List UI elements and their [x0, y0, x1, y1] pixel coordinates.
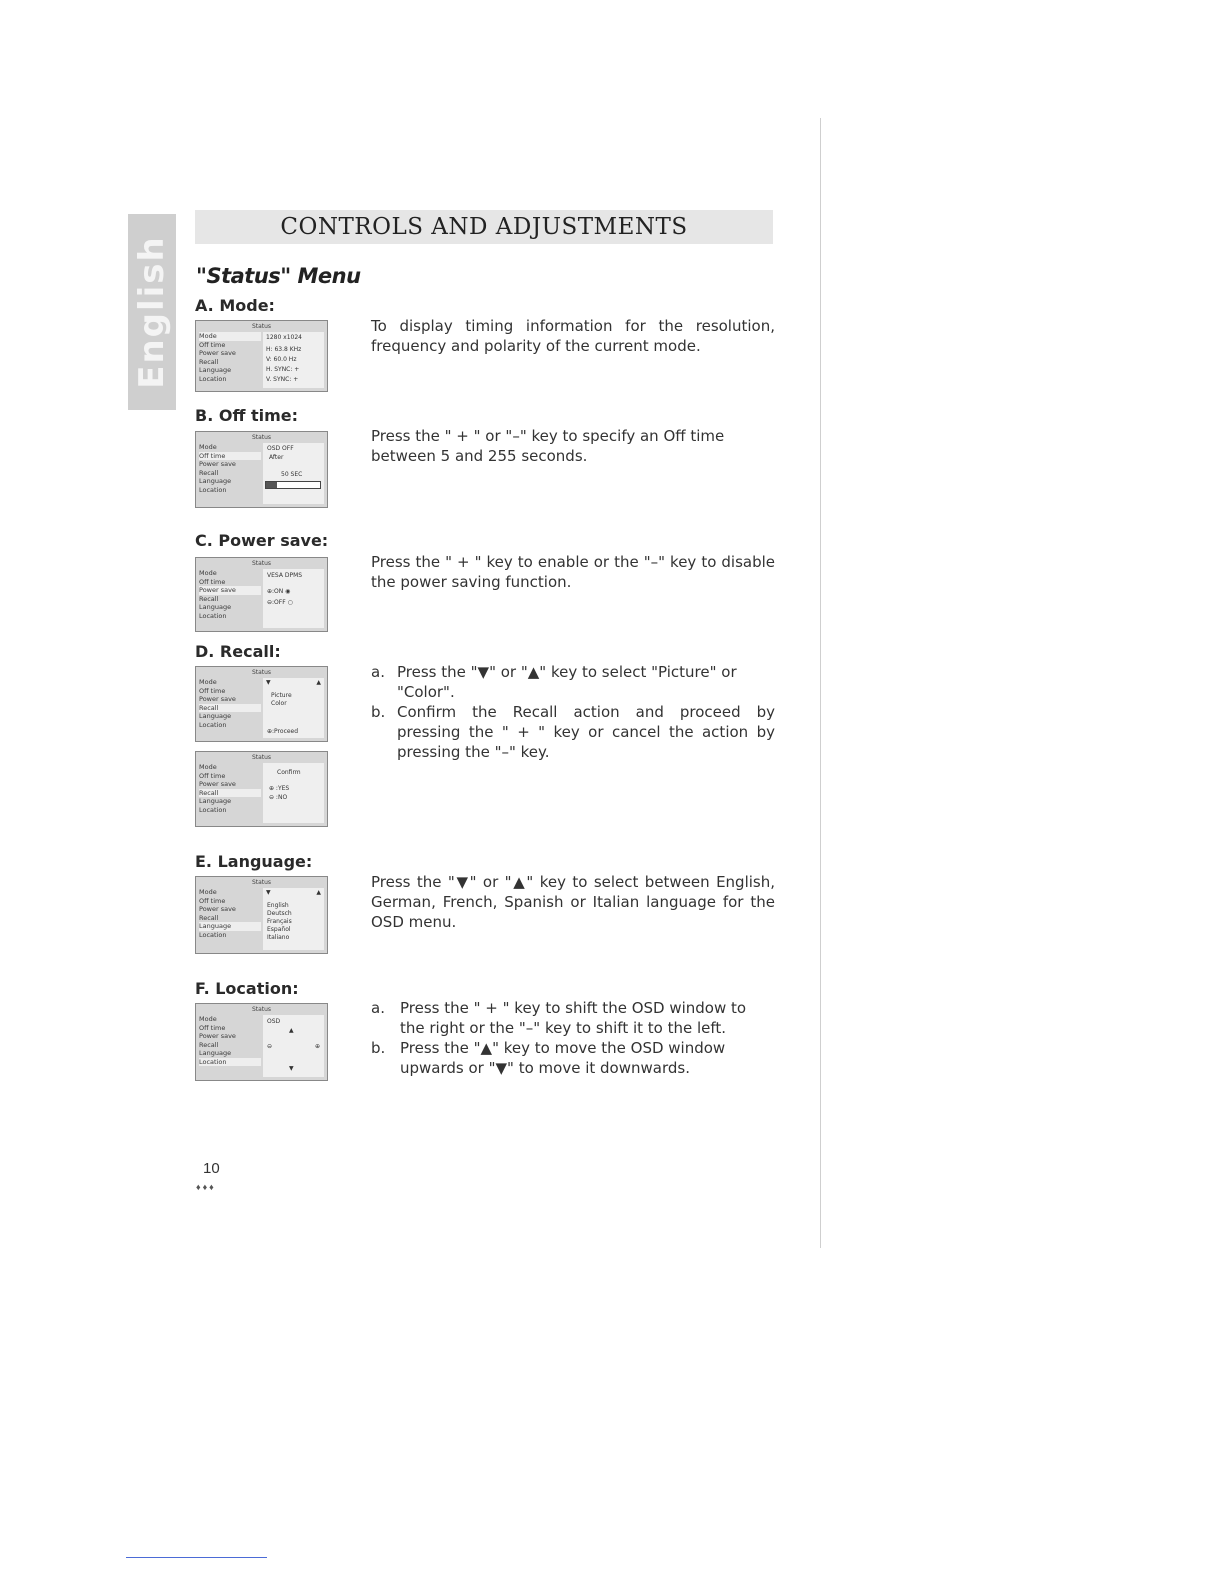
- osd-mode-panel: [263, 332, 324, 388]
- osd-menu-item: Language: [199, 477, 232, 485]
- osd-menu-item: Recall: [199, 468, 219, 477]
- osd-mode-vsync: V. SYNC: +: [266, 376, 299, 383]
- osd-title: Status: [251, 1006, 272, 1013]
- osd-menu-item: Power save: [199, 586, 261, 595]
- osd-menu-item: Off time: [199, 577, 226, 586]
- osd-recall-confirm-panel: [263, 763, 324, 823]
- osd-recall-confirm-no: ⊖ :NO: [269, 794, 288, 801]
- osd-recall-screenshot: [195, 666, 328, 742]
- osd-menu-item: Mode: [199, 443, 217, 451]
- page-header: [195, 210, 773, 244]
- osd-menu-item: Power save: [199, 460, 236, 468]
- location-step-a-marker: a.: [371, 999, 385, 1017]
- osd-menu-item: Mode: [199, 1015, 217, 1023]
- section-language-label: E. Language:: [195, 852, 313, 871]
- menu-title: "Status" Menu: [196, 264, 361, 288]
- osd-menu-list: [199, 888, 261, 939]
- osd-menu-item: Location: [199, 1058, 261, 1067]
- osd-recall-proceed: ⊕:Proceed: [267, 728, 299, 735]
- location-step-b: [371, 1038, 775, 1078]
- up-key-icon: ▲: [289, 1027, 294, 1034]
- osd-menu-item: Power save: [199, 905, 236, 913]
- up-key-icon: ▲: [316, 889, 321, 896]
- osd-power-save-off: ⊖:OFF ○: [267, 599, 293, 606]
- language-side-tab: [128, 214, 176, 410]
- osd-menu-item: Mode: [199, 332, 261, 341]
- osd-menu-item: Language: [199, 1049, 232, 1057]
- section-power-save-label: C. Power save:: [195, 531, 329, 550]
- osd-off-time-slider: [265, 481, 321, 489]
- osd-off-time-value: 50 SEC: [281, 471, 303, 478]
- recall-step-a: [371, 662, 775, 702]
- osd-recall-confirm-screenshot: [195, 751, 328, 827]
- osd-menu-item: Power save: [199, 695, 236, 703]
- osd-menu-item: Location: [199, 720, 227, 729]
- osd-menu-list: [199, 332, 261, 383]
- location-step-a: [371, 998, 775, 1038]
- osd-language-option: English: [267, 902, 289, 909]
- section-location-label: F. Location:: [195, 979, 299, 998]
- osd-menu-item: Language: [199, 603, 232, 611]
- osd-power-save-on: ⊕:ON ◉: [267, 588, 291, 595]
- osd-power-save-panel: [263, 569, 324, 628]
- osd-menu-item: Power save: [199, 1032, 236, 1040]
- footer-rule: [126, 1557, 267, 1558]
- section-off-time-text: Press the " + " or "–" key to specify an Off time between 5 and 255 seconds.: [371, 427, 725, 465]
- section-power-save-description: [371, 552, 775, 592]
- osd-off-time-slider-fill: [266, 482, 277, 488]
- osd-title: Status: [251, 434, 272, 441]
- page-divider-line: [820, 118, 821, 1248]
- section-mode-text: To display timing information for the resolution, frequency and polarity of the current mode.: [371, 317, 775, 355]
- recall-step-b: [371, 702, 775, 762]
- osd-language-panel: [263, 888, 324, 950]
- section-power-save-text: Press the " + " key to enable or the "–" key to disable the power saving function.: [371, 553, 775, 591]
- osd-menu-item: Recall: [199, 789, 261, 798]
- osd-recall-panel: [263, 678, 324, 738]
- recall-step-a-marker: a.: [371, 663, 385, 681]
- osd-title: Status: [251, 669, 272, 676]
- osd-menu-list: [199, 763, 261, 814]
- osd-power-save-heading: VESA DPMS: [267, 572, 303, 579]
- osd-power-save-screenshot: [195, 557, 328, 632]
- section-mode-description: [371, 316, 775, 356]
- osd-location-panel: [263, 1015, 324, 1077]
- osd-menu-item: Mode: [199, 763, 217, 771]
- section-mode-label: A. Mode:: [195, 296, 275, 315]
- osd-menu-item: Recall: [199, 913, 219, 922]
- osd-menu-item: Mode: [199, 888, 217, 896]
- osd-mode-hsync: H. SYNC: +: [266, 366, 300, 373]
- osd-recall-option: Picture: [271, 692, 292, 699]
- osd-menu-item: Language: [199, 797, 232, 805]
- osd-menu-item: Recall: [199, 1040, 219, 1049]
- minus-key-icon: ⊖: [267, 1043, 273, 1050]
- osd-recall-confirm-yes: ⊕ :YES: [269, 785, 290, 792]
- osd-menu-item: Recall: [199, 357, 219, 366]
- down-key-icon: ▼: [266, 679, 271, 686]
- osd-off-time-heading: OSD OFF: [267, 445, 294, 452]
- osd-language-option: Español: [267, 926, 291, 933]
- osd-language-screenshot: [195, 876, 328, 954]
- osd-mode-hfreq: H: 63.8 KHz: [266, 346, 302, 353]
- osd-mode-vfreq: V: 60.0 Hz: [266, 356, 297, 363]
- osd-location-heading: OSD: [267, 1018, 281, 1025]
- page-header-title: CONTROLS AND ADJUSTMENTS: [280, 214, 688, 240]
- osd-title: Status: [251, 560, 272, 567]
- osd-menu-item: Power save: [199, 349, 236, 357]
- osd-menu-item: Location: [199, 930, 227, 939]
- language-side-tab-label: English: [132, 235, 172, 389]
- osd-title: Status: [251, 754, 272, 761]
- osd-language-option: Deutsch: [267, 910, 292, 917]
- plus-key-icon: ⊕: [314, 1043, 320, 1050]
- page-number: 10: [203, 1160, 220, 1177]
- recall-step-b-text: Confirm the Recall action and proceed by pressing the " + " key or cancel the action by pressing the "–" key.: [397, 703, 775, 761]
- osd-menu-list: [199, 443, 261, 494]
- osd-menu-item: Location: [199, 611, 227, 620]
- osd-mode-resolution: 1280 x1024: [266, 334, 302, 341]
- recall-step-b-marker: b.: [371, 703, 386, 721]
- osd-menu-item: Off time: [199, 452, 261, 461]
- osd-recall-option: Color: [271, 700, 287, 707]
- section-location-description: [371, 998, 775, 1078]
- osd-mode-screenshot: [195, 320, 328, 392]
- section-off-time-description: [371, 426, 775, 466]
- osd-menu-item: Location: [199, 374, 227, 383]
- osd-off-time-panel: [263, 443, 324, 504]
- osd-off-time-sub: After: [269, 454, 284, 461]
- osd-menu-item: Language: [199, 712, 232, 720]
- osd-menu-item: Off time: [199, 340, 226, 349]
- osd-menu-item: Recall: [199, 594, 219, 603]
- down-key-icon: ▼: [289, 1065, 294, 1072]
- osd-language-option: Italiano: [267, 934, 290, 941]
- osd-menu-item: Off time: [199, 771, 226, 780]
- osd-menu-item: Off time: [199, 1023, 226, 1032]
- location-step-b-text: Press the "▲" key to move the OSD window upwards or "▼" to move it downwards.: [400, 1039, 726, 1077]
- osd-menu-item: Location: [199, 485, 227, 494]
- section-language-text: Press the "▼" or "▲" key to select between English, German, French, Spanish or Italian language for the OSD menu.: [371, 873, 775, 931]
- page-ornament: ♦♦♦: [196, 1182, 216, 1192]
- osd-menu-list: [199, 678, 261, 729]
- osd-menu-item: Off time: [199, 686, 226, 695]
- osd-off-time-screenshot: [195, 431, 328, 508]
- osd-menu-list: [199, 569, 261, 620]
- section-off-time-label: B. Off time:: [195, 406, 299, 425]
- osd-recall-confirm-heading: Confirm: [277, 769, 301, 776]
- location-step-a-text: Press the " + " key to shift the OSD window to the right or the "–" key to shift it to the left.: [400, 999, 747, 1037]
- osd-menu-item: Language: [199, 922, 261, 931]
- osd-menu-list: [199, 1015, 261, 1066]
- section-language-description: [371, 872, 775, 932]
- osd-menu-item: Mode: [199, 569, 217, 577]
- osd-location-screenshot: [195, 1003, 328, 1081]
- section-recall-description: [371, 662, 775, 762]
- osd-menu-item: Language: [199, 366, 232, 374]
- osd-menu-item: Off time: [199, 896, 226, 905]
- osd-title: Status: [251, 879, 272, 886]
- osd-title: Status: [251, 323, 272, 330]
- location-step-b-marker: b.: [371, 1039, 386, 1057]
- osd-menu-item: Recall: [199, 704, 261, 713]
- up-key-icon: ▲: [316, 679, 321, 686]
- osd-menu-item: Mode: [199, 678, 217, 686]
- osd-language-option: Français: [267, 918, 292, 925]
- osd-menu-item: Power save: [199, 780, 236, 788]
- down-key-icon: ▼: [266, 889, 271, 896]
- recall-step-a-text: Press the "▼" or "▲" key to select "Picture" or "Color".: [397, 663, 737, 701]
- osd-menu-item: Location: [199, 805, 227, 814]
- section-recall-label: D. Recall:: [195, 642, 281, 661]
